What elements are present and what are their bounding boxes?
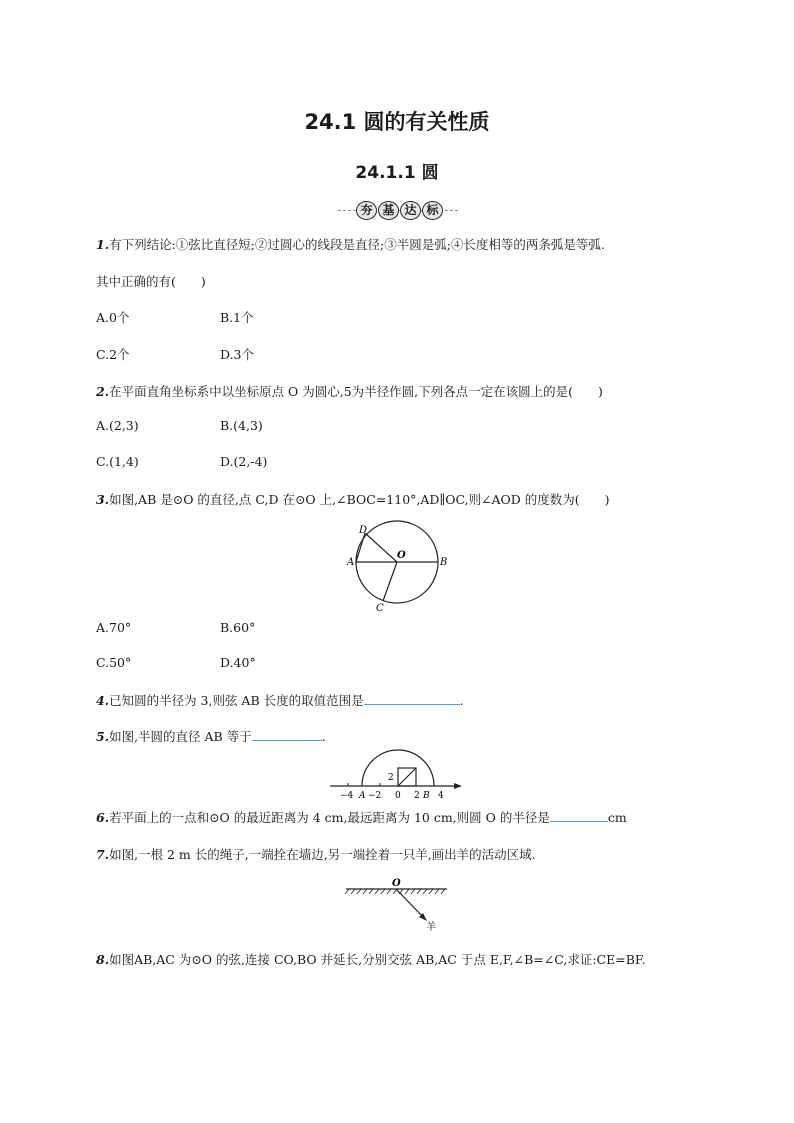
question-2 — [96, 382, 603, 400]
question-1-line2: 其中正确的有( ) — [96, 274, 206, 289]
arrow-head — [454, 783, 462, 789]
badge-char: 基 — [378, 201, 399, 220]
answer-blank[interactable] — [252, 728, 322, 741]
option-a: A.70° — [96, 620, 132, 635]
label-o: O — [392, 878, 401, 889]
answer-blank[interactable] — [550, 809, 608, 822]
label-a: A — [359, 791, 366, 801]
tick-label: 4 — [438, 791, 444, 801]
question-8 — [96, 950, 646, 968]
question-5 — [96, 727, 326, 745]
question-tail: . — [459, 693, 464, 708]
subsection-title: 24.1.1 圆 — [355, 163, 439, 183]
question-number: 5. — [96, 729, 110, 744]
question-3 — [96, 490, 610, 508]
option-d: D.40° — [220, 655, 256, 670]
radius-oc — [383, 562, 397, 601]
question-text: 如图,AB 是⊙O 的直径,点 C,D 在⊙O 上,∠BOC=110°,AD∥OC,则∠AOD 的度数为( ) — [109, 492, 610, 507]
tick-label: −2 — [368, 791, 382, 801]
question-number: 6. — [96, 810, 110, 825]
wall-figure — [343, 876, 453, 934]
tick-label: −4 — [340, 791, 354, 801]
square-diagonal — [398, 768, 416, 786]
question-text: 如图,半圆的直径 AB 等于 — [109, 729, 252, 744]
question-text: 有下列结论:①弦比直径短;②过圆心的线段是直径;③半圆是弧;④长度相等的两条弧是等弧. — [109, 237, 605, 252]
question-number: 1. — [96, 237, 110, 252]
question-1 — [96, 235, 605, 253]
answer-blank[interactable] — [364, 692, 460, 705]
section-title: 24.1 圆的有关性质 — [304, 110, 490, 134]
label-b: B — [440, 557, 448, 568]
question-number: 8. — [96, 952, 110, 967]
badge-char: 标 — [422, 201, 443, 220]
option-d: D.3个 — [220, 347, 255, 362]
label-c: C — [376, 603, 384, 614]
question-number: 4. — [96, 693, 110, 708]
badge-char: 达 — [400, 201, 421, 220]
level-badge — [356, 201, 443, 220]
circle-figure — [340, 518, 460, 618]
option-a: A.0个 — [96, 310, 130, 325]
label-o: O — [397, 550, 406, 561]
option-b: B.1个 — [220, 310, 254, 325]
question-number: 7. — [96, 847, 110, 862]
option-c: C.50° — [96, 655, 132, 670]
question-7 — [96, 845, 536, 863]
label-sheep: 羊 — [426, 922, 436, 933]
chord-ad — [356, 533, 365, 562]
question-number: 3. — [96, 492, 110, 507]
question-tail: . — [321, 729, 326, 744]
badge-char: 夯 — [356, 201, 377, 220]
option-b: B.(4,3) — [220, 418, 263, 433]
question-text: 已知圆的半径为 3,则弦 AB 长度的取值范围是 — [109, 693, 364, 708]
question-text: 在平面直角坐标系中以坐标原点 O 为圆心,5为半径作圆,下列各点一定在该圆上的是( ) — [109, 384, 603, 399]
question-tail: cm — [607, 810, 627, 825]
label-b: B — [423, 791, 430, 801]
tick-label: 0 — [395, 791, 401, 801]
square-side-label: 2 — [388, 773, 394, 783]
question-4 — [96, 691, 464, 709]
rope — [396, 889, 425, 919]
label-a: A — [347, 557, 355, 568]
tick-label: 2 — [414, 791, 420, 801]
wall-hatching — [345, 889, 445, 894]
question-text: 如图,一根 2 m 长的绳子,一端拴在墙边,另一端拴着一只羊,画出羊的活动区域. — [109, 847, 536, 862]
number-line-figure — [328, 748, 468, 804]
option-b: B.60° — [220, 620, 256, 635]
radius-od — [365, 533, 397, 562]
option-c: C.(1,4) — [96, 454, 139, 469]
question-text: 如图AB,AC 为⊙O 的弦,连接 CO,BO 并延长,分别交弦 AB,AC 于点 E,F,∠B=∠C,求证:CE=BF. — [109, 952, 646, 967]
option-c: C.2个 — [96, 347, 130, 362]
label-d: D — [359, 525, 368, 536]
question-text: 若平面上的一点和⊙O 的最近距离为 4 cm,最远距离为 10 cm,则圆 O 的半径是 — [109, 810, 550, 825]
option-a: A.(2,3) — [96, 418, 139, 433]
question-6 — [96, 808, 627, 826]
question-number: 2. — [96, 384, 110, 399]
option-d: D.(2,-4) — [220, 454, 268, 469]
